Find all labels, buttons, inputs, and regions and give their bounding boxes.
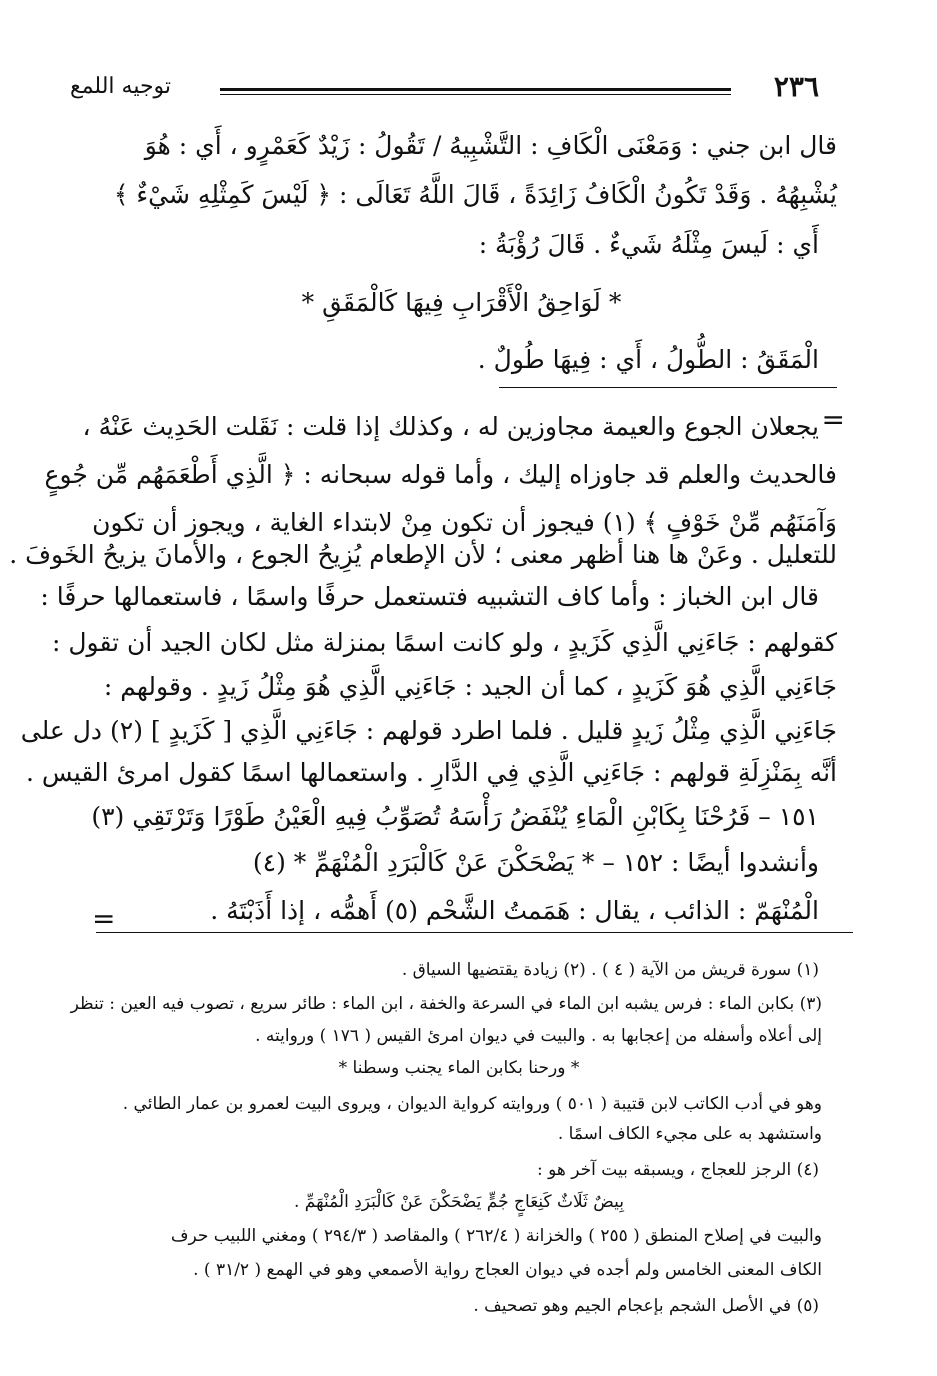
text-line: جَاءَنِي الَّذِي مِثْلُ زَيدٍ قليل . فلما اطرد قولهم : جَاءَنِي الَّذِي [ كَزَيدٍ ] (٢) دل على [20,716,837,745]
footnote-line: الكاف المعنى الخامس ولم أجده في ديوان العجاج رواية الأصمعي وهو في الهمع ( ٣١/٢ ) . [193,1260,822,1280]
page-number: ٢٣٦ [773,70,819,103]
footnote-line: إلى أعلاه وأسفله من إعجابها به . والبيت في ديوان امرئ القيس ( ١٧٦ ) وروايته . [255,1026,822,1046]
footnote-line: (٤) الرجز للعجاج ، ويسبقه بيت آخر هو : [536,1160,819,1180]
footnote-line: (٥) في الأصل الشجم بإعجام الجيم وهو تصحيف . [473,1296,819,1316]
running-title: توجيه اللمع [70,74,172,99]
text-line: جَاءَنِي الَّذِي هُوَ كَزَيدٍ ، كما أن الجيد : جَاءَنِي الَّذِي هُوَ مِثْلُ زَيدٍ . وقولهم : [103,672,837,701]
text-line: يُشْبِهُهُ . وَقَدْ تَكُونُ الْكَافُ زَائِدَةً ، قَالَ اللَّهُ تَعَالَى : ﴿ لَيْسَ كَمِثْلِهِ شَيْءٌ ﴾ [113,180,837,209]
footnote-verse: بِيضٌ ثَلَاثٌ كَنِعَاجٍ جُمٍّ يَضْحَكْنَ عَنْ كَالْبَرَدِ الْمُنْهَمِّ . [293,1192,624,1212]
text-line: للتعليل . وعَنْ ها هنا أظهر معنى ؛ لأن الإطعام يُزِيحُ الجوع ، والأمانَ يزيحُ الخَوفَ . [9,540,837,569]
text-line: قال ابن جني : وَمَعْنَى الْكَافِ : التَّشْبِيهُ / تَقُولُ : زَيْدٌ كَعَمْرٍو ، أَي : هُوَ [144,131,837,160]
continuation-mark: = [821,403,845,436]
footnote-separator [96,932,853,933]
text-line: كقولهم : جَاءَنِي الَّذِي كَزَيدٍ ، ولو كانت اسمًا بمنزلة مثل لكان الجيد أن تقول : [52,628,837,657]
footnote-line: (١) سورة قريش من الآية ( ٤ ) . (٢) زيادة يقتضيها السياق . [401,960,819,980]
footnote-line: والبيت في إصلاح المنطق ( ٢٥٥ ) والخزانة ( ٢٦٢/٤ ) والمقاصد ( ٢٩٤/٣ ) ومغني اللبيب حرف [170,1226,822,1246]
text-line: فالحديث والعلم قد جاوزاه إليك ، وأما قوله سبحانه : ﴿ الَّذِي أَطْعَمَهُم مِّن جُوعٍ [44,460,837,489]
page-header [70,68,819,108]
text-line: وأنشدوا أيضًا : ١٥٢ – * يَضْحَكْنَ عَنْ كَالْبَرَدِ الْمُنْهَمِّ * (٤) [252,848,819,877]
text-line: الْمَقَقُ : الطُّولُ ، أَي : فِيهَا طُولٌ . [477,345,819,374]
verse-line: * لَوَاحِقُ الْأَقْرَابِ فِيهَا كَالْمَقَقِ * [301,288,622,317]
continuation-mark: = [92,902,116,935]
text-line: أنَّه بِمَنْزِلَةِ قولهم : جَاءَنِي الَّذِي فِي الدَّارِ . واستعمالها اسمًا كقول امرئ القيس . [26,758,837,787]
verse-line: ١٥١ – فَرُحْنَا بِكَابْنِ الْمَاءِ يُنْفَضُ رَأْسَهُ تُصَوِّبُ فِيهِ الْعَيْنُ طَوْرًا وَتَرْتَقِي (٣) [91,802,819,831]
text-line: الْمُنْهَمّ : الذائب ، يقال : هَمَمتُ الشَّحْم (٥) أَهمُّه ، إذا أَذَبْتَهُ . [210,896,819,925]
footnote-line: واستشهد به على مجيء الكاف اسمًا . [557,1124,822,1144]
header-rule [220,88,731,95]
text-line: أَي : لَيسَ مِثْلَهُ شَيءٌ . قَالَ رُؤْبَةُ : [478,230,819,259]
text-line: يجعلان الجوع والعيمة مجاوزين له ، وكذلك إذا قلت : نَقَلت الحَدِيث عَنْهُ ، [82,412,819,441]
text-line: قال ابن الخباز : وأما كاف التشبيه فتستعمل حرفًا واسمًا ، فاستعمالها حرفًا : [40,582,819,611]
section-underline [499,387,837,388]
footnote-verse: * ورحنا بكابن الماء يجنب وسطنا * [338,1058,580,1078]
footnote-line: وهو في أدب الكاتب لابن قتيبة ( ٥٠١ ) وروايته كرواية الديوان ، ويروى البيت لعمرو بن عمار الطائي . [122,1094,822,1114]
footnote-line: (٣) بكابن الماء : فرس يشبه ابن الماء في السرعة والخفة ، ابن الماء : طائر سريع ، تصوب فيه العين : تنظر [70,994,822,1014]
text-line: وَآمَنَهُم مِّنْ خَوْفٍ ﴾ (١) فيجوز أن تكون مِنْ لابتداء الغاية ، ويجوز أن تكون [92,508,837,537]
